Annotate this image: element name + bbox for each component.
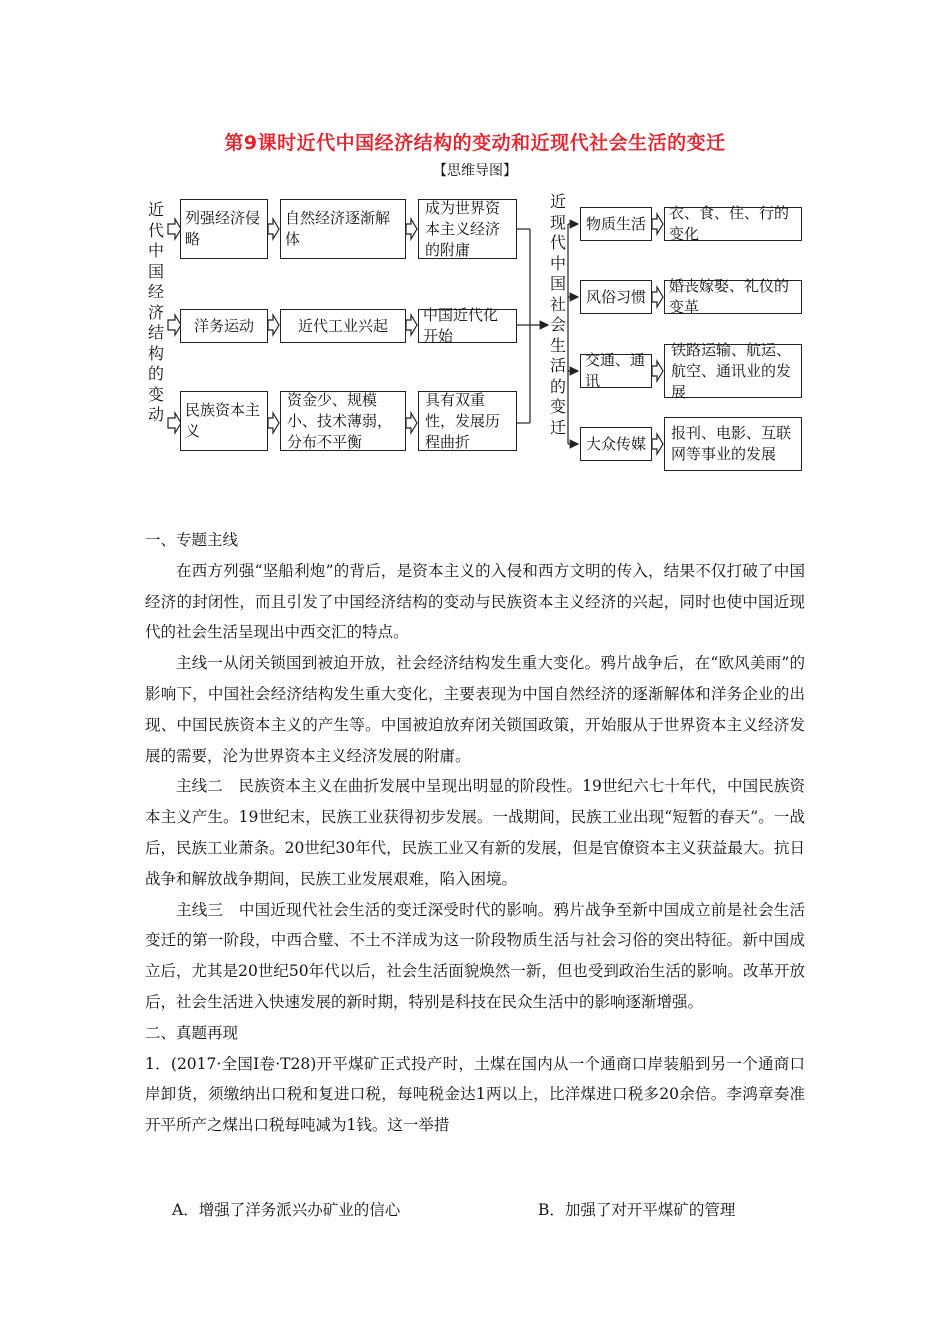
node-foreign-economic-invasion: 列强经济侵略 bbox=[180, 199, 268, 259]
main-text bbox=[145, 525, 805, 1141]
arrow-icon bbox=[268, 219, 279, 239]
arrow-icon bbox=[652, 434, 663, 454]
arrow-icon bbox=[652, 361, 663, 381]
mindmap-left-label: 近代中国经济结构的变动 bbox=[147, 200, 164, 424]
node-mass-media: 大众传媒 bbox=[580, 427, 652, 461]
node-material-life: 物质生活 bbox=[580, 207, 652, 241]
node-westernization-movement: 洋务运动 bbox=[180, 309, 268, 343]
node-mass-media-detail: 报刊、电影、互联网等事业的发展 bbox=[664, 417, 802, 471]
node-world-capitalism-dependency: 成为世界资本主义经济的附庸 bbox=[418, 199, 517, 259]
paragraph: 主线二 民族资本主义在曲折发展中呈现出明显的阶段性。19世纪六七十年代，中国民族资本主义产生。19世纪末，民族工业获得初步发展。一战期间，民族工业出现“短暂的春天”。一战后，民族工业萧条。20世纪30年代，民族工业又有新的发展，但是官僚资本主义获益最大。抗日战争和解放战争期间，民族工业发展艰难，陷入困境。 bbox=[145, 777, 805, 888]
node-national-capitalism: 民族资本主义 bbox=[180, 391, 268, 451]
arrow-icon bbox=[268, 315, 279, 335]
arrow-icon bbox=[652, 287, 663, 307]
node-transport-communication: 交通、通讯 bbox=[580, 354, 652, 388]
arrow-icon bbox=[652, 214, 663, 234]
paragraph: 在西方列强“坚船利炮”的背后，是资本主义的入侵和西方文明的传入，结果不仅打破了中国经济的封闭性，而且引发了中国经济结构的变动与民族资本主义经济的兴起，同时也使中国近现代的社会生活呈现出中西交汇的特点。 bbox=[145, 561, 805, 642]
mindmap-right-label: 近现代中国社会生活的变迁 bbox=[549, 192, 566, 437]
mindmap-subtitle: 【思维导图】 bbox=[433, 163, 517, 179]
node-natural-economy-disintegration: 自然经济逐渐解体 bbox=[280, 199, 406, 259]
option-b: B．加强了对开平煤矿的管理 bbox=[538, 1201, 736, 1219]
node-transport-detail: 铁路运输、航运、航空、通讯业的发展 bbox=[664, 344, 802, 398]
section-heading: 一、专题主线 bbox=[145, 531, 239, 549]
arrow-icon bbox=[406, 219, 417, 239]
arrow-icon bbox=[268, 413, 279, 433]
node-modern-industry-rise: 近代工业兴起 bbox=[280, 309, 406, 343]
paragraph: 主线三 中国近现代社会生活的变迁深受时代的影响。鸦片战争至新中国成立前是社会生活变迁的第一阶段，中西合璧、不土不洋成为这一阶段物质生活与社会习俗的突出特征。新中国成立后，尤其是20世纪50年代以后，社会生活面貌焕然一新，但也受到政治生活的影响。改革开放后，社会生活进入快速发展的新时期，特别是科技在民众生活中的影响逐渐增强。 bbox=[145, 900, 805, 1011]
question-text: 1．(2017·全国Ⅰ卷·T28)开平煤矿正式投产时，土煤在国内从一个通商口岸装船到另一个通商口岸卸货，须缴纳出口税和复进口税，每吨税金达1两以上，比洋煤进口税多20余倍。李鸿章奏准开平所产之煤出口税每吨减为1钱。这一举措 bbox=[145, 1054, 805, 1135]
arrow-icon bbox=[406, 413, 417, 433]
paragraph: 主线一从闭关锁国到被迫开放，社会经济结构发生重大变化。鸦片战争后，在“欧风美雨”的影响下，中国社会经济结构发生重大变化，主要表现为中国自然经济的逐渐解体和洋务企业的出现、中国民族资本主义的产生等。中国被迫放弃闭关锁国政策，开始服从于世界资本主义经济发展的需要，沦为世界资本主义经济发展的附庸。 bbox=[145, 654, 805, 765]
node-material-life-detail: 衣、食、住、行的变化 bbox=[664, 207, 802, 241]
node-modernization-begins: 中国近代化开始 bbox=[418, 309, 517, 343]
node-dual-character: 具有双重性，发展历程曲折 bbox=[418, 391, 517, 451]
node-customs: 风俗习惯 bbox=[580, 280, 652, 314]
arrow-icon bbox=[406, 315, 417, 335]
option-a: A．增强了洋务派兴办矿业的信心 bbox=[172, 1201, 401, 1219]
node-capital-features: 资金少、规模小、技术薄弱，分布不平衡 bbox=[280, 391, 406, 451]
section-heading: 二、真题再现 bbox=[145, 1023, 239, 1042]
node-customs-detail: 婚丧嫁娶、礼仪的变革 bbox=[664, 280, 802, 314]
page-title: 第9课时近代中国经济结构的变动和近现代社会生活的变迁 bbox=[224, 132, 726, 154]
mind-map bbox=[0, 0, 950, 500]
